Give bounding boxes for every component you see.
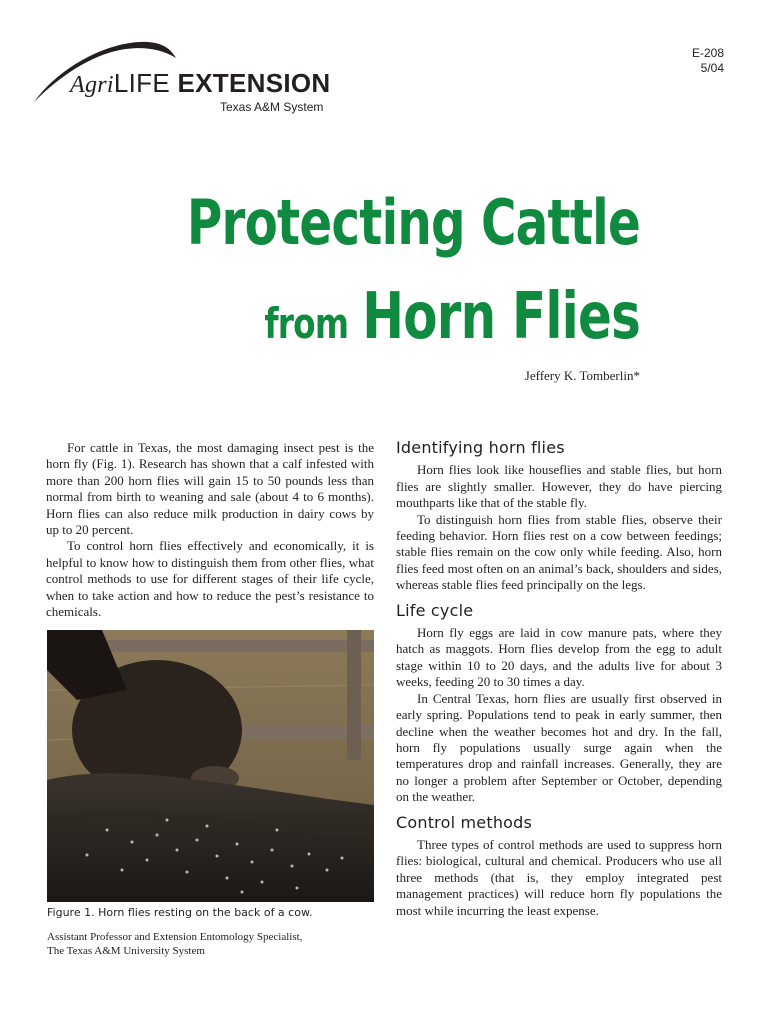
body-paragraph: Three types of control methods are used to suppress horn flies: biological, cultural and chemical. Producers who use all three methods (that is, they employ integrated pest management practices) will reduce horn fly populations the most while incurring the least expense. [396,836,722,918]
body-paragraph: Horn flies look like houseflies and stable flies, but horn flies are slightly smaller. However, they do have piercing mouthparts like that of the stable fly. [396,462,722,511]
cow-photo-illustration [47,630,374,902]
logo-subtitle: Texas A&M System [220,100,324,114]
author-footnote [47,930,302,958]
logo-agri: Agri [70,72,114,98]
logo-wordmark [70,68,330,99]
body-paragraph: In Central Texas, horn flies are usually first observed in early spring. Populations tend to peak in early summer, then decline when the weather becomes hot and dry. In the fall, horn fly populations usually surge again when the temperatures drop and rainfall increases. Generally, they are no longer a problem after September or October, depending on the weather. [396,690,722,805]
section-heading: Control methods [396,812,533,832]
page-title-line2 [141,280,640,354]
section-control-methods [396,812,722,919]
agrilife-logo [30,36,330,120]
body-paragraph: To distinguish horn flies from stable flies, observe their feeding behavior. Horn flies rest on a cow between feedings; stable flies remain on the cow only while feeding. Also, horn flies feed most often on an animal’s back, shoulders and sides, whereas stable flies feed principally on the legs. [396,511,722,593]
logo-life: LIFE [113,68,170,98]
pub-date: 5/04 [700,61,724,75]
pub-number: E-208 [691,46,724,60]
footnote-line: Assistant Professor and Extension Entomology Specialist, [47,931,303,943]
figure-caption: Figure 1. Horn flies resting on the back of a cow. [47,906,313,919]
body-paragraph: Horn fly eggs are laid in cow manure pats, where they hatch as maggots. Horn flies develop from the egg to adult stage within 10 to 20 days, and the adults live for about 3 weeks, feeding 20 to 30 times a day. [396,625,722,690]
main-column [396,440,722,928]
intro-paragraph: For cattle in Texas, the most damaging insect pest is the horn fly (Fig. 1). Research has shown that a calf infested with more than 200 horn flies will gain 15 to 50 pounds less than normal from birth to weaning and sale (about 4 to 6 months). Horn flies can also reduce milk production in dairy cows by up to 20 percent. [46,440,374,538]
page-title-line1: Protecting Cattle [186,186,640,259]
logo-extension: EXTENSION [177,68,331,98]
section-heading: Life cycle [396,600,474,620]
section-identifying [396,440,722,594]
title-horn-flies: Horn Flies [362,280,640,354]
cow-photo [47,630,374,902]
footnote-line: The Texas A&M University System [47,945,205,957]
section-heading: Identifying horn flies [396,438,565,457]
intro-column [46,440,374,620]
title-from: from [264,299,349,348]
section-life-cycle [396,600,722,806]
intro-paragraph: To control horn flies effectively and economically, it is helpful to know how to distinguish them from other flies, what control methods to use for different stages of their life cycle, when to take action and how to reduce the pest’s resistance to chemicals. [46,538,374,620]
publication-code [692,46,724,76]
author-name: Jeffery K. Tomberlin* [524,368,640,383]
